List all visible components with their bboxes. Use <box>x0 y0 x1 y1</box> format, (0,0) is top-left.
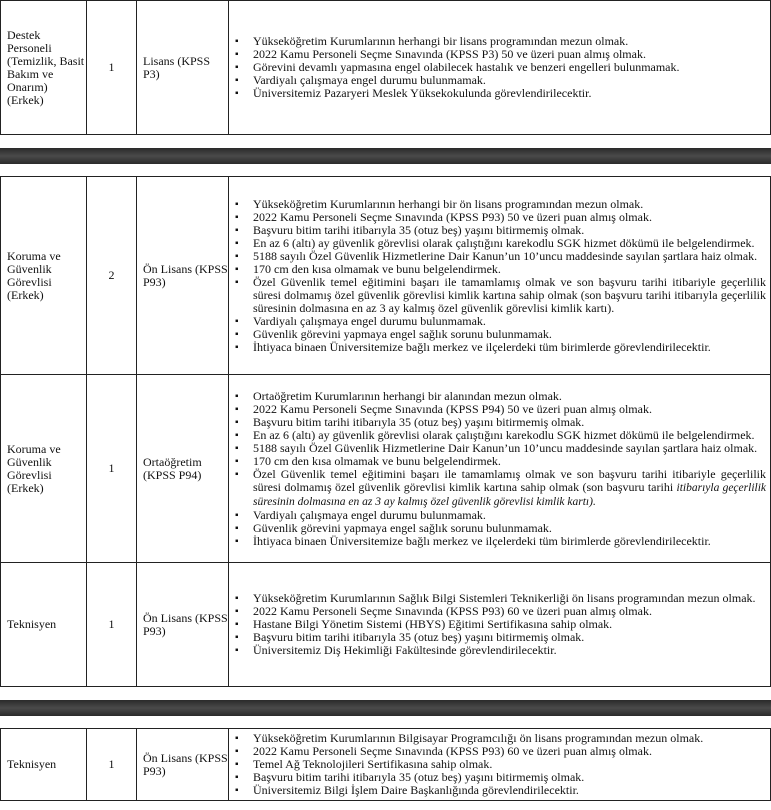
list-item: ▪ Üniversitemiz Bilgi İşlem Daire Başkanlığında görevlendirilecektir. <box>253 784 766 797</box>
list-item: ▪ Ortaöğretim Kurumlarının herhangi bir alanından mezun olmak. <box>253 390 766 403</box>
list-item: ▪ 5188 sayılı Özel Güvenlik Hizmetlerine Dair Kanun’un 10’uncu maddesinde sayılan şartlara haiz olmak. <box>253 250 766 263</box>
page-break-bar <box>0 700 771 716</box>
list-item: ▪ Özel Güvenlik temel eğitimini başarı ile tamamlamış olmak ve son başvuru tarihi itibariyle geçerlilik süresi dolmamış özel güvenlik görevlisi kimlik kartına sahip olmak (son başvuru tarihi itibarıyla geçerlilik süresinin dolmasına en az 3 ay kalmış özel güvenlik görevlisi kimlik kartı). <box>253 276 766 315</box>
education-cell: Ön Lisans (KPSS P93) <box>137 177 229 375</box>
count-cell: 2 <box>87 177 137 375</box>
list-item: ▪ Başvuru bitim tarihi itibarıyla 35 (otuz beş) yaşını bitirmemiş olmak. <box>253 224 766 237</box>
list-item: ▪ Temel Ağ Teknolojileri Sertifikasına sahip olmak. <box>253 758 766 771</box>
list-item: ▪ 2022 Kamu Personeli Seçme Sınavında (KPSS P93) 60 ve üzeri puan almış olmak. <box>253 745 766 758</box>
table-row <box>1 563 771 687</box>
list-item: ▪ 2022 Kamu Personeli Seçme Sınavında (KPSS P93) 60 ve üzeri puan almış olmak. <box>253 605 766 618</box>
requirements-cell <box>229 563 771 687</box>
requirements-cell <box>229 375 771 563</box>
list-item: ▪ Yükseköğretim Kurumlarının herhangi bir ön lisans programından mezun olmak. <box>253 198 766 211</box>
list-item: ▪ Güvenlik görevini yapmaya engel sağlık sorunu bulunmamak. <box>253 522 766 535</box>
count-cell: 1 <box>87 375 137 563</box>
count-cell: 1 <box>87 563 137 687</box>
position-cell: Destek Personeli (Temizlik, Basit Bakım ve Onarım) (Erkek) <box>1 1 87 135</box>
table-block-2 <box>0 176 771 687</box>
education-cell: Ortaöğretim (KPSS P94) <box>137 375 229 563</box>
list-item: ▪ Güvenlik görevini yapmaya engel sağlık sorunu bulunmamak. <box>253 328 766 341</box>
requirements-cell <box>229 177 771 375</box>
list-item: ▪ 170 cm den kısa olmamak ve bunu belgelendirmek. <box>253 263 766 276</box>
list-item: ▪ En az 6 (altı) ay güvenlik görevlisi olarak çalıştığını karekodlu SGK hizmet dökümü ile belgelendirmek. <box>253 237 766 250</box>
list-item: ▪ Başvuru bitim tarihi itibarıyla 35 (otuz beş) yaşını bitirmemiş olmak. <box>253 631 766 644</box>
education-cell: Ön Lisans (KPSS P93) <box>137 729 229 801</box>
requirements-list <box>253 198 766 354</box>
list-item-text: Özel Güvenlik temel eğitimini başarı ile tamamlamış olmak ve son başvuru tarihi itibariyle geçerlilik süresi dolmamış özel güvenlik görevlisi kimlik kartına sahip olmak (son başvuru tarihi <box>253 466 766 494</box>
list-item: ▪ Başvuru bitim tarihi itibarıyla 35 (otuz beş) yaşını bitirmemiş olmak. <box>253 771 766 784</box>
requirements-list <box>253 35 766 100</box>
list-item: ▪ Vardiyalı çalışmaya engel durumu bulunmamak. <box>253 315 766 328</box>
position-cell: Teknisyen <box>1 729 87 801</box>
position-cell: Teknisyen <box>1 563 87 687</box>
list-item: ▪ En az 6 (altı) ay güvenlik görevlisi olarak çalıştığını karekodlu SGK hizmet dökümü ile belgelendirmek. <box>253 429 766 442</box>
count-cell: 1 <box>87 1 137 135</box>
list-item: ▪ 170 cm den kısa olmamak ve bunu belgelendirmek. <box>253 455 766 468</box>
table-row <box>1 729 771 801</box>
list-item: ▪ 2022 Kamu Personeli Seçme Sınavında (KPSS P3) 50 ve üzeri puan almış olmak. <box>253 48 766 61</box>
requirements-cell <box>229 1 771 135</box>
list-item: ▪ 2022 Kamu Personeli Seçme Sınavında (KPSS P94) 50 ve üzeri puan almış olmak. <box>253 403 766 416</box>
list-item: ▪ Yükseköğretim Kurumlarının herhangi bir lisans programından mezun olmak. <box>253 35 766 48</box>
table-block-1 <box>0 0 771 135</box>
list-item: ▪ Vardiyalı çalışmaya engel durumu bulunmamak. <box>253 509 766 522</box>
list-item: ▪ Yükseköğretim Kurumlarının Sağlık Bilgi Sistemleri Teknikerliği ön lisans programından mezun olmak. <box>253 592 766 605</box>
list-item: ▪ Vardiyalı çalışmaya engel durumu bulunmamak. <box>253 74 766 87</box>
position-cell: Koruma ve Güvenlik Görevlisi (Erkek) <box>1 375 87 563</box>
page-break-bar <box>0 148 771 164</box>
table-row <box>1 1 771 135</box>
list-item-continuation: itibarıyla geçerlilik süresinin dolmasına en az 3 ay kalmış özel güvenlik görevlisi kimlik kartı). <box>253 481 767 508</box>
list-item: ▪ Hastane Bilgi Yönetim Sistemi (HBYS) Eğitimi Sertifikasına sahip olmak. <box>253 618 766 631</box>
requirements-list <box>253 592 766 657</box>
list-item: ▪ İhtiyaca binaen Üniversitemize bağlı merkez ve ilçelerdeki tüm birimlerde görevlendirilecektir. <box>253 341 766 354</box>
table-row <box>1 375 771 563</box>
list-item: ▪ 5188 sayılı Özel Güvenlik Hizmetlerine Dair Kanun’un 10’uncu maddesinde sayılan şartlara haiz olmak. <box>253 442 766 455</box>
list-item <box>253 468 766 509</box>
list-item: ▪ İhtiyaca binaen Üniversitemize bağlı merkez ve ilçelerdeki tüm birimlerde görevlendirilecektir. <box>253 535 766 548</box>
table-block-3 <box>0 728 771 801</box>
requirements-list <box>253 390 766 548</box>
position-cell: Koruma ve Güvenlik Görevlisi (Erkek) <box>1 177 87 375</box>
list-item: ▪ Yükseköğretim Kurumlarının Bilgisayar Programcılığı ön lisans programından mezun olmak. <box>253 732 766 745</box>
count-cell: 1 <box>87 729 137 801</box>
list-item: ▪ Görevini devamlı yapmasına engel olabilecek hastalık ve benzeri engelleri bulunmamak. <box>253 61 766 74</box>
table-row <box>1 177 771 375</box>
list-item: ▪ 2022 Kamu Personeli Seçme Sınavında (KPSS P93) 50 ve üzeri puan almış olmak. <box>253 211 766 224</box>
list-item: ▪ Üniversitemiz Pazaryeri Meslek Yüksekokulunda görevlendirilecektir. <box>253 87 766 100</box>
list-item: ▪ Üniversitemiz Diş Hekimliği Fakültesinde görevlendirilecektir. <box>253 644 766 657</box>
list-item: ▪ Başvuru bitim tarihi itibarıyla 35 (otuz beş) yaşını bitirmemiş olmak. <box>253 416 766 429</box>
education-cell: Ön Lisans (KPSS P93) <box>137 563 229 687</box>
requirements-list <box>253 732 766 797</box>
requirements-cell <box>229 729 771 801</box>
education-cell: Lisans (KPSS P3) <box>137 1 229 135</box>
